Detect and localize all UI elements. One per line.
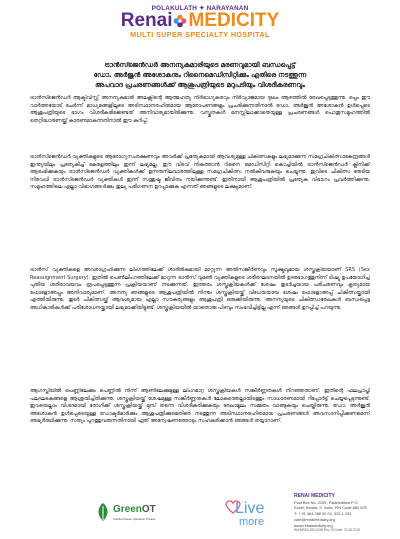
title-line: ഡോ. അർജുൻ അശോകനും റിനൈമെഡിസിറ്റിക്കും എതിരെ നടത്തുന്ന bbox=[93, 71, 307, 79]
footer-logos bbox=[95, 498, 295, 532]
hospital-address bbox=[294, 494, 394, 534]
title-line: ട്രാൻസ്ജെൻഡർ അനന്യകുമാരിയുടെ മരണവുമായി ബന്ധപ്പെട്ട് bbox=[104, 61, 296, 69]
greenot-wordmark bbox=[113, 504, 156, 515]
greenot-logo bbox=[95, 502, 185, 528]
address-website[interactable]: www.renaimedicity.org bbox=[294, 522, 333, 528]
document-code: RM/MRD/LHD/11/98 Rev. 02 Date: 22.06.2019 bbox=[294, 528, 360, 533]
address-line: Post Box No. 2259, Palarivattom P.O, bbox=[294, 499, 359, 505]
body-paragraph: ആഗസ്തിയിൽ പെണ്ണിലേക്കും പെണ്ണിൽ നിന്ന് ആണിലേക്കുമുള്ള ലിംഗമാറ്റ ശസ്ത്രക്രിയകൾ സങ്കീർണ്ണതകൾ നിറഞ്ഞതാണ്. ഇതിന്റെ ഫലപ്രാപ്തി പലഘടകങ്ങളെ ആശ്രയിച്ചിരിക്കുന്നു. ശസ്ത്രക്രിയയ്ക്ക് ശേഷമുള്ള സങ്കീർണ്ണതകൾ ലോകത്തെല്ലായിടത്തും സാധാരണമായി റിപ്പോർട്ട് ചെയ്യപ്പെടുന്നുണ്ട്. ഇവയെല്ലാം വിശദമായി രോഗിക്ക് ശസ്ത്രക്രിയയ്ക്ക് മുമ്പ് തന്നെ വിശദീകരിക്കുകയും രേഖാമൂലം സമ്മതം വാങ്ങുകയും ചെയ്തിരുന്നു. ഡോ. അർജുൻ അശോകൻ ഉൾപ്പെടെയുള്ള ഡോക്ടർമാർക്കും ആശുപത്രിക്കുമെതിരെ നടത്തുന്ന അടിസ്ഥാനരഹിതമായ പ്രചരണങ്ങൾ അവസാനിപ്പിക്കണമെന്ന് അഭ്യർത്ഥിക്കുന്നു. സത്യം പുറത്തുവരുന്നതിനായി ഏത് അന്വേഷണത്തോടും സഹകരിക്കാൻ ഞങ്ങൾ തയ്യാറാണ്. bbox=[30, 388, 370, 425]
body-paragraph: ട്രാൻസ് വ്യക്തികളെ അവരാഗ്രഹിക്കുന്ന ലിംഗത്തിലേക്ക് ശാരീരികമായി മാറ്റുന്ന അതിസങ്കീർണവും സൂക്ഷ്മവുമായ ശസ്ത്രക്രിയയാണ് SRS (Sex Reassignment Surgery). ഇതിൽ പെൺലിംഗത്തിലേക്ക് മാറുന്ന ട്രാൻസ് വുമൺ വ്യക്തികളുടെ ശരീരഘടനയിൽ ഉദരഭാഗത്തുനിന്ന് ടിഷ്യു ഉപയോഗിച്ച് പുതിയ ശരീരാവയവം രൂപപ്പെടുത്തുന്ന പ്രക്രിയയാണ് നടക്കുന്നത്. ഇത്തരം ശസ്ത്രക്രിയകൾക്ക് ശേഷം തുടർച്ചയായ പരിചരണവും കൃത്യമായ ഫോളോഅപ്പും അനിവാര്യമാണ്. അനന്യ ഞങ്ങളുടെ ആശുപത്രിയിൽ നിന്നും ശസ്ത്രക്രിയയ്ക്ക് വിധേയയായ ശേഷം ഫോളോഅപ്പ് ചികിത്സയ്ക്കായി എത്തിയിരുന്നു. തുടർ ചികിത്സയ്ക്ക് ആവശ്യമായ എല്ലാ സൗകര്യങ്ങളും ആശുപത്രി ഒരുക്കിയിരുന്നു. അനന്യയുടെ ചികിത്സാരേഖകൾ ബന്ധപ്പെട്ട അധികാരികൾക്ക് പരിശോധനയ്ക്കായി ലഭ്യമാക്കിയിട്ടുണ്ട്. ശസ്ത്രക്രിയയിൽ യാതൊരു പിഴവും സംഭവിച്ചിട്ടില്ല എന്ന് ഞങ്ങൾ ഉറപ്പിച്ച് പറയുന്നു. bbox=[30, 267, 370, 311]
address-email[interactable]: care@renaimedicity.org bbox=[294, 516, 335, 522]
greenot-tagline: Certified Green Operation Theatre bbox=[113, 517, 156, 521]
document-body bbox=[30, 95, 370, 489]
document-title bbox=[30, 60, 370, 90]
address-phone: T: + 91 484 288 00 00, 333 1 333 bbox=[294, 511, 352, 517]
address-line: Kochi, Kerala, S. India, PIN Code 682 025 bbox=[294, 505, 367, 511]
live-wordmark: Live bbox=[235, 500, 265, 517]
address-hospital-name: RENAI MEDICITY bbox=[294, 493, 335, 499]
brand-name-renai: Renai bbox=[120, 10, 173, 31]
brand-logo bbox=[0, 11, 400, 31]
flower-logo-icon bbox=[173, 14, 187, 28]
leaf-icon bbox=[95, 502, 111, 522]
brand-name-medicity: MEDICITY bbox=[188, 10, 280, 31]
live-more-logo bbox=[223, 498, 293, 532]
body-paragraph: ട്രാൻസ്ജെൻഡർ വ്യക്തികളുടെ ആരോഗ്യസംരക്ഷണവും അവർക്ക് പ്രത്യേകമായി ആവശ്യമുള്ള ചികിത്സകളും ലഭ്യമാക്കുന്ന സമഗ്രചികിത്സാകേന്ദ്രങ്ങൾ ഇന്ത്യയിലും പ്രത്യേകിച്ച് കേരളത്തിലും ഇന്ന് ലഭ്യമല്ല. ഈ വിടവ് നികത്താൻ റിനൈ മെഡിസിറ്റി കൊച്ചിയിൽ ട്രാൻസ്ജെൻഡർ ക്ലിനിക്ക് ആരംഭിക്കുകയും ട്രാൻസ്ജെൻഡർ വ്യക്തികൾക്ക് ഉന്നതനിലവാരത്തിലുള്ള സമഗ്രചികിത്സ നൽകിവരുകയും ചെയ്യുന്നു. ഇവിടെ ചികിത്സ തേടിയ നിരവധി ട്രാൻസ്ജെൻഡർ വ്യക്തികൾ ഇന്ന് സന്തുഷ്ട ജീവിതം നയിക്കുന്നുണ്ട്. ഇതിനായി ആശുപത്രിയിൽ പ്രത്യേക വിഭാഗം പ്രവർത്തിക്കുന്നു. സമൂഹത്തിലെ എല്ലാ വിഭാഗങ്ങൾക്കും തുല്യ പരിഗണന ഉറപ്പാക്കുക എന്നത് ഞങ്ങളുടെ ലക്ഷ്യമാണ്. bbox=[30, 154, 370, 191]
letterhead bbox=[0, 4, 400, 39]
more-wordmark: more bbox=[239, 516, 265, 528]
letterhead-top-line: POLAKULATH ✦ NARAYANAN bbox=[151, 5, 249, 12]
greenot-main-text: Green bbox=[113, 504, 142, 515]
greenot-suffix-text: OT bbox=[141, 504, 156, 515]
letterhead-subtitle: MULTI SUPER SPECIALTY HOSPITAL bbox=[130, 30, 270, 39]
body-paragraph: ട്രാൻസ്ജെൻഡർ ആക്ടിവിസ്റ്റ് അനന്യകുമാരി അലക്സിന്റെ ആത്മഹത്യ നിർഭാഗ്യകരവും നിർവ്യാജമായ ദുഃഖം ആഴത്തിൽ രേഖപ്പെടുത്തുന്നു. ഒപ്പം ഈ വാർത്തയോട് ചേർന്ന് മാധ്യമങ്ങളിലൂടെ അടിസ്ഥാനരഹിതമായ ആരോപണങ്ങളും പ്രചരിക്കുന്നതിനാൽ ഡോ. അർജുൻ അശോകൻ ഉൾപ്പെടെ ആശുപത്രിയുടെ ഭാഗം വിശദീകരിക്കേണ്ടത് അനിവാര്യമായിരിക്കുന്നു. വസ്തുതകൾ മനസ്സിലാക്കാതെയുള്ള പ്രചരണങ്ങൾ പൊതുസമൂഹത്തിൽ തെറ്റിദ്ധാരണയ്ക്ക് കാരണമാകുന്നതിനാൽ ഈ കുറിപ്പ്. bbox=[30, 95, 370, 124]
title-line: അപവാദ പ്രചരണങ്ങൾക്ക് ആശുപത്രിയുടെ മറുപടിയും വിശദീകരണവും bbox=[95, 81, 305, 89]
